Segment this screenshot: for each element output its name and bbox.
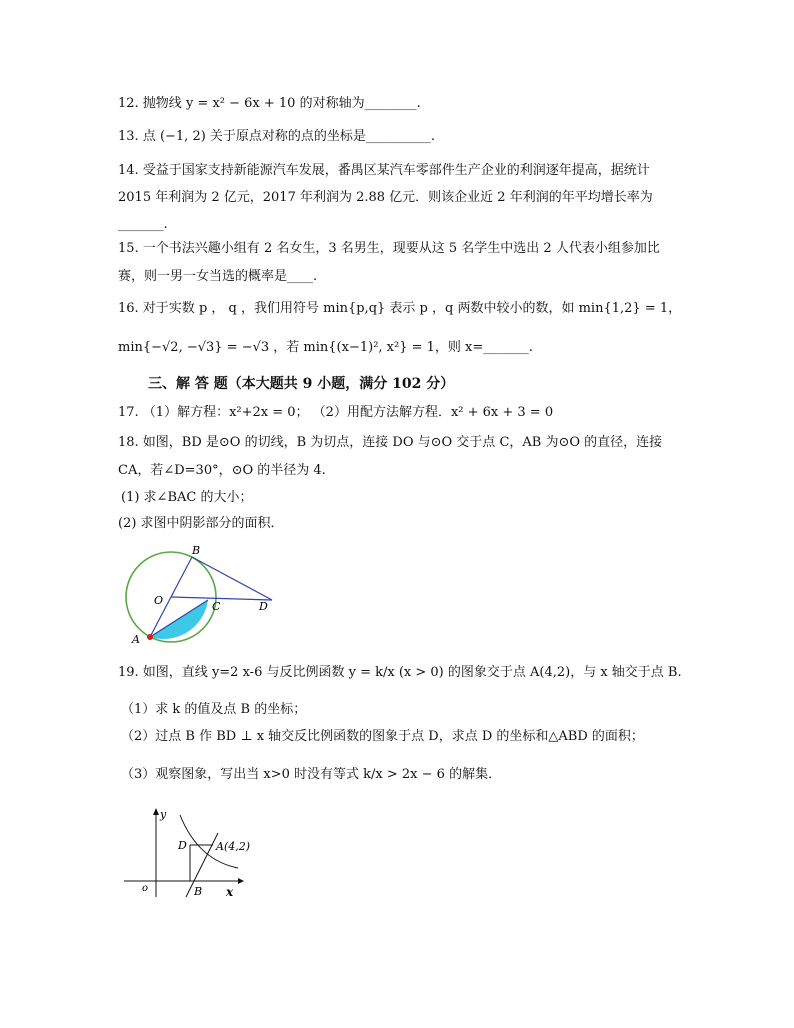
q15-line2: 赛，则一男一女当选的概率是____. xyxy=(118,269,318,284)
q18-line1: 18. 如图，BD 是⊙O 的切线，B 为切点，连接 DO 与⊙O 交于点 C，AB 为⊙O 的直径，连接 xyxy=(118,435,663,450)
q18-line2: CA，若∠D=30°，⊙O 的半径为 4. xyxy=(118,463,326,478)
q17-text: 17. （1）解方程：x²+2x = 0； （2）用配方法解方程．x² + 6x + 3 = 0 xyxy=(118,405,554,420)
tangent-bd xyxy=(192,557,272,600)
q14-line2: 2015 年利润为 2 亿元，2017 年利润为 2.88 亿元．则该企业近 2 年利润的年平均增长率为 xyxy=(118,190,653,205)
q19-part2: （2）过点 B 作 BD ⊥ x 轴交反比例函数的图象于点 D，求点 D 的坐标和△ABD 的面积； xyxy=(121,729,644,744)
segment-od xyxy=(171,597,272,600)
label-b: B xyxy=(194,885,203,898)
q18-part2: (2) 求图中阴影部分的面积． xyxy=(118,516,284,531)
section-heading: 三、解 答 题（本大题共 9 小题，满分 102 分） xyxy=(148,376,455,392)
q19-part1: （1）求 k 的值及点 B 的坐标； xyxy=(121,702,307,717)
q19-part3: （3）观察图象，写出当 x>0 时没有等式 k/x > 2x − 6 的解集． xyxy=(121,767,502,782)
label-o: O xyxy=(154,594,164,607)
label-d: D xyxy=(259,600,268,613)
q19-line1: 19. 如图，直线 y=2 x-6 与反比例函数 y = k/x (x > 0) 的图象交于点 A(4,2)，与 x 轴交于点 B. xyxy=(118,665,682,680)
q15-line1: 15. 一个书法兴趣小组有 2 名女生，3 名男生，现要从这 5 名学生中选出 2 人代表小组参加比 xyxy=(118,241,660,256)
label-c: C xyxy=(212,600,221,613)
label-b: B xyxy=(192,544,201,557)
q18-part1: (1) 求∠BAC 的大小； xyxy=(121,490,253,505)
point-a-dot xyxy=(147,634,153,640)
q12-text: 12. 抛物线 y = x² − 6x + 10 的对称轴为________. xyxy=(118,96,421,111)
q13-text: 13. 点 (−1, 2) 关于原点对称的点的坐标是__________. xyxy=(118,129,436,144)
label-a: A xyxy=(132,633,140,646)
q14-line1: 14. 受益于国家支持新能源汽车发展，番禺区某汽车零部件生产企业的利润逐年提高，据统计 xyxy=(118,163,650,178)
q14-line3: _______. xyxy=(118,217,168,232)
y-arrow xyxy=(153,808,159,815)
q16-line1: 16. 对于实数 p ， q ，我们用符号 min{p,q} 表示 p ，q 两数中较小的数，如 min{1,2} = 1， xyxy=(118,301,682,316)
label-a: A(4,2) xyxy=(216,840,251,853)
x-arrow xyxy=(238,878,244,884)
inverse-function-figure xyxy=(120,805,260,900)
label-d: D xyxy=(178,839,187,852)
label-x: x xyxy=(226,885,234,899)
circle-tangent-figure xyxy=(116,540,286,650)
label-o: o xyxy=(142,883,149,894)
q16-line2: min{−√2, −√3} = −√3 ，若 min{(x−1)², x²} = 1，则 x=_______. xyxy=(118,340,533,355)
label-y: y xyxy=(160,808,167,821)
